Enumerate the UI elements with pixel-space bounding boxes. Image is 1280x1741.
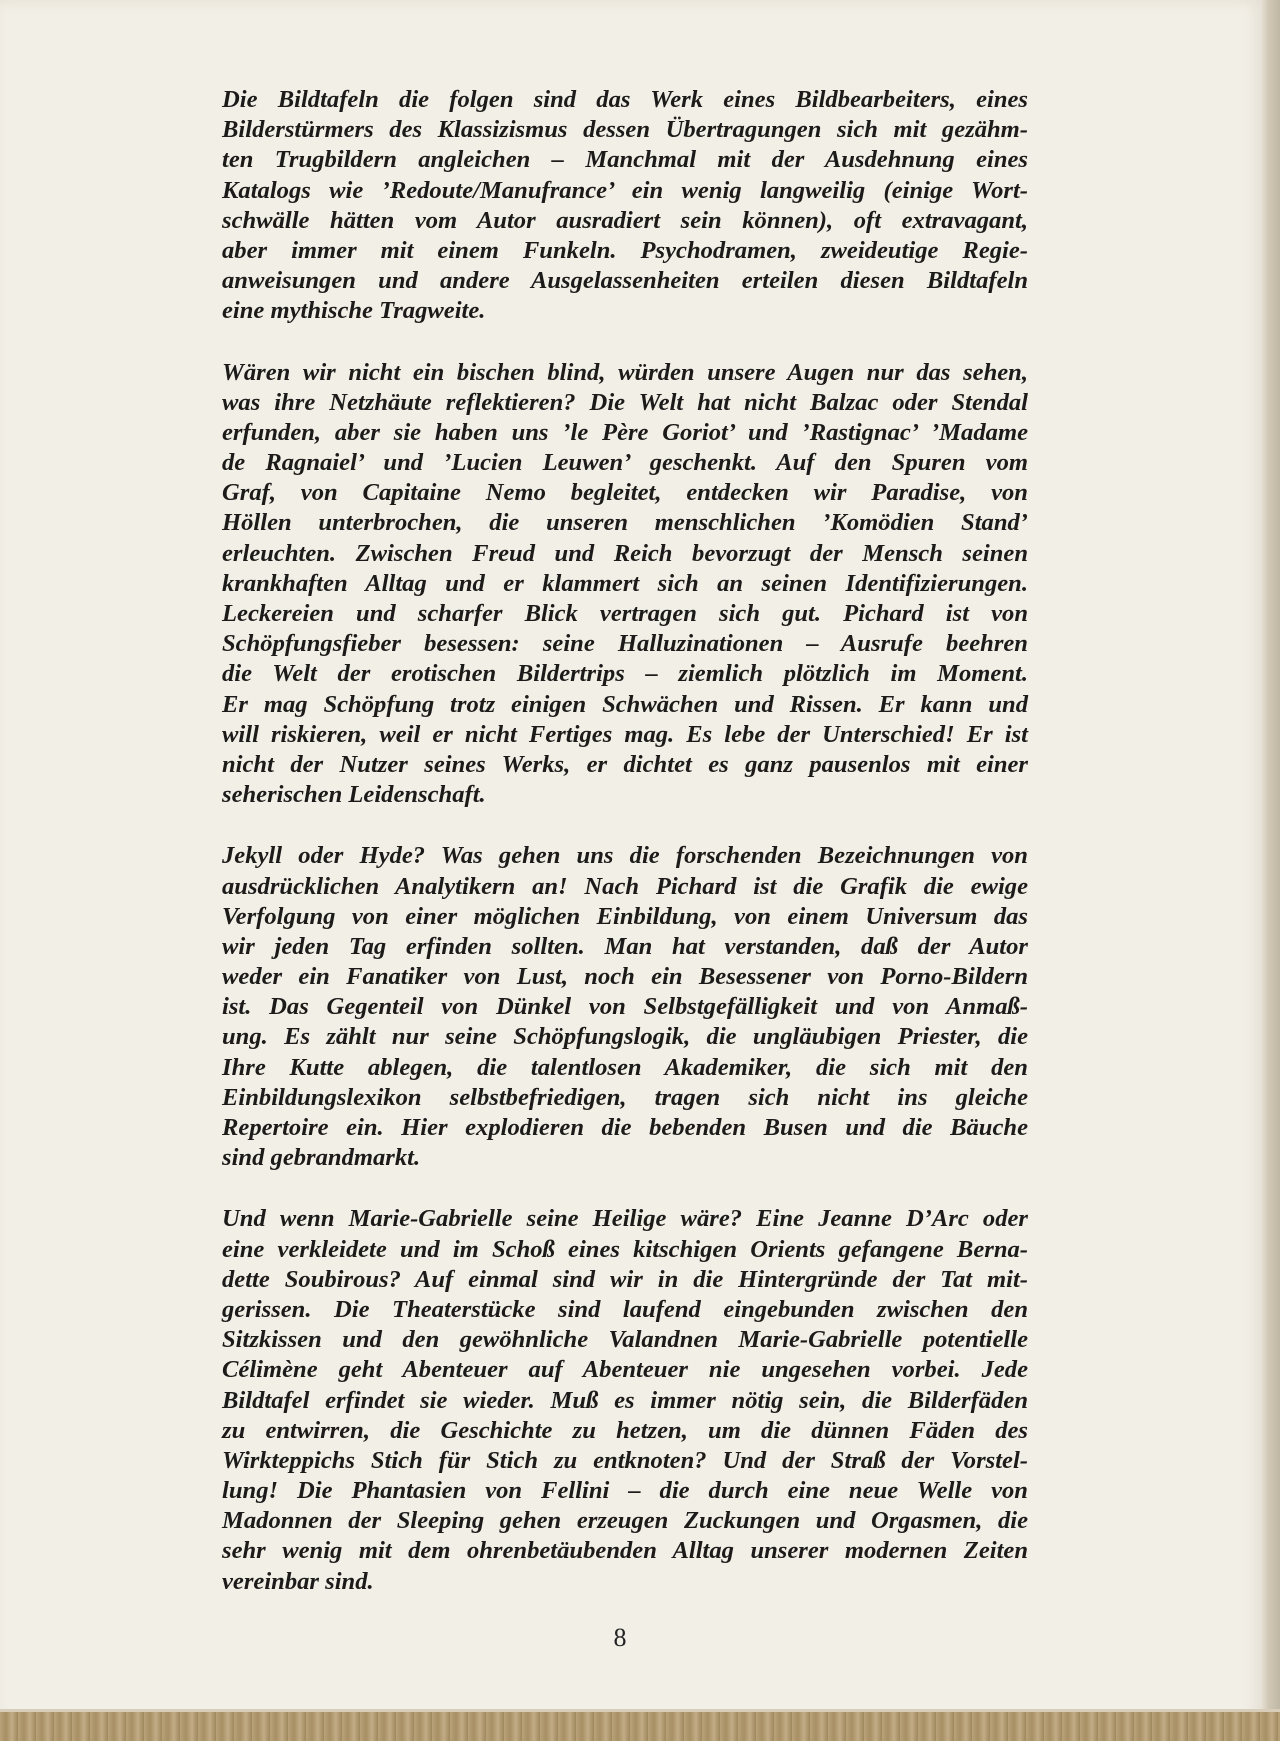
text-line: anweisungen und andere Ausgelassenheiten erteilen diesen Bildtafeln xyxy=(222,267,1028,295)
text-line: zu entwirren, die Geschichte zu hetzen, um die dünnen Fäden des xyxy=(222,1416,1028,1444)
paragraph-2 xyxy=(222,358,1028,811)
text-line: die Welt der erotischen Bildertrips – ziemlich plötzlich im Moment. xyxy=(222,660,1028,688)
text-line: Ihre Kutte ablegen, die talentlosen Akademiker, die sich mit den xyxy=(222,1053,1028,1081)
text-line: weder ein Fanatiker von Lust, noch ein Besessener von Porno-Bildern xyxy=(222,963,1028,991)
text-line: krankhaften Alltag und er klammert sich an seinen Identifizierungen. xyxy=(222,569,1028,597)
text-line: sind gebrandmarkt. xyxy=(222,1144,421,1172)
text-line: vereinbar sind. xyxy=(222,1567,374,1595)
page-number: 8 xyxy=(613,1623,627,1652)
paragraph-3 xyxy=(222,841,1028,1173)
text-line: ten Trugbildern angleichen – Manchmal mit der Ausdehnung eines xyxy=(222,146,1028,174)
text-line: Sitzkissen und den gewöhnliche Valandnen Marie-Gabrielle potentielle xyxy=(222,1326,1028,1354)
book-cover-edge xyxy=(0,1712,1280,1741)
text-line: Höllen unterbrochen, die unseren menschlichen ’Komödien Stand’ xyxy=(222,509,1028,537)
text-line: Wären wir nicht ein bischen blind, würden unsere Augen nur das sehen, xyxy=(222,358,1028,386)
paragraph-4 xyxy=(222,1204,1028,1596)
text-line: sehr wenig mit dem ohrenbetäubenden Alltag unserer modernen Zeiten xyxy=(222,1537,1028,1565)
page-edge xyxy=(1262,0,1280,1741)
text-line: schwälle hätten vom Autor ausradiert sein können), oft extravagant, xyxy=(222,206,1028,234)
text-line: was ihre Netzhäute reflektieren? Die Welt hat nicht Balzac oder Stendal xyxy=(222,388,1028,416)
text-line: Repertoire ein. Hier explodieren die bebenden Busen und die Bäuche xyxy=(222,1114,1028,1141)
text-line: erfunden, aber sie haben uns ’le Père Goriot’ und ’Rastignac’ ’Madame xyxy=(222,418,1028,446)
text-line: Jekyll oder Hyde? Was gehen uns die forschenden Bezeichnungen von xyxy=(222,842,1028,870)
text-line: Er mag Schöpfung trotz einigen Schwächen und Rissen. Er kann und xyxy=(222,690,1028,718)
text-line: dette Soubirous? Auf einmal sind wir in die Hintergründe der Tat mit- xyxy=(222,1265,1028,1293)
text-line: Schöpfungsfieber besessen: seine Halluzinationen – Ausrufe beehren xyxy=(222,630,1028,658)
text-line: Katalogs wie ’Redoute/Manufrance’ ein wenig langweilig (einige Wort- xyxy=(222,176,1028,204)
text-line: Bilderstürmers des Klassizismus dessen Übertragungen sich mit gezähm- xyxy=(222,116,1028,144)
text-line: Die Bildtafeln die folgen sind das Werk eines Bildbearbeiters, eines xyxy=(222,86,1028,113)
text-line: seherischen Leidenschaft. xyxy=(222,781,486,809)
text-line: aber immer mit einem Funkeln. Psychodramen, zweideutige Regie- xyxy=(222,236,1028,264)
text-line: Leckereien und scharfer Blick vertragen sich gut. Pichard ist von xyxy=(222,600,1028,627)
text-line: Wirkteppichs Stich für Stich zu entknoten? Und der Straß der Vorstel- xyxy=(222,1446,1028,1474)
text-line: nicht der Nutzer seines Werks, er dichtet es ganz pausenlos mit einer xyxy=(222,750,1028,778)
text-line: wir jeden Tag erfinden sollten. Man hat verstanden, daß der Autor xyxy=(222,932,1028,960)
text-line: eine verkleidete und im Schoß eines kitschigen Orients gefangene Berna- xyxy=(222,1235,1028,1263)
text-line: ausdrücklichen Analytikern an! Nach Pichard ist die Grafik die ewige xyxy=(222,872,1028,900)
text-line: will riskieren, weil er nicht Fertiges mag. Es lebe der Unterschied! Er ist xyxy=(222,720,1028,748)
text-line: Und wenn Marie-Gabrielle seine Heilige wäre? Eine Jeanne D’Arc oder xyxy=(222,1205,1028,1233)
paragraph-1 xyxy=(222,85,1028,327)
text-line: gerissen. Die Theaterstücke sind laufend eingebunden zwischen den xyxy=(222,1295,1028,1323)
text-line: Verfolgung von einer möglichen Einbildung, von einem Universum das xyxy=(222,902,1028,930)
text-line: Einbildungslexikon selbstbefriedigen, tragen sich nicht ins gleiche xyxy=(222,1083,1028,1111)
text-line: Graf, von Capitaine Nemo begleitet, entdecken wir Paradise, von xyxy=(222,479,1028,507)
text-line: Célimène geht Abenteuer auf Abenteuer nie ungesehen vorbei. Jede xyxy=(222,1356,1028,1384)
text-line: Madonnen der Sleeping gehen erzeugen Zuckungen und Orgasmen, die xyxy=(222,1507,1028,1535)
text-line: de Ragnaiel’ und ’Lucien Leuwen’ geschenkt. Auf den Spuren vom xyxy=(222,449,1028,477)
text-line: eine mythische Tragweite. xyxy=(222,297,486,325)
text-line: Bildtafel erfindet sie wieder. Muß es immer nötig sein, die Bilderfäden xyxy=(222,1386,1028,1414)
text-line: ist. Das Gegenteil von Dünkel von Selbstgefälligkeit und von Anmaß- xyxy=(222,993,1028,1021)
text-line: lung! Die Phantasien von Fellini – die durch eine neue Welle von xyxy=(222,1477,1028,1505)
text-line: erleuchten. Zwischen Freud und Reich bevorzugt der Mensch seinen xyxy=(222,539,1028,567)
text-line: ung. Es zählt nur seine Schöpfungslogik, die ungläubigen Priester, die xyxy=(222,1023,1028,1051)
body-text xyxy=(222,85,1028,1628)
